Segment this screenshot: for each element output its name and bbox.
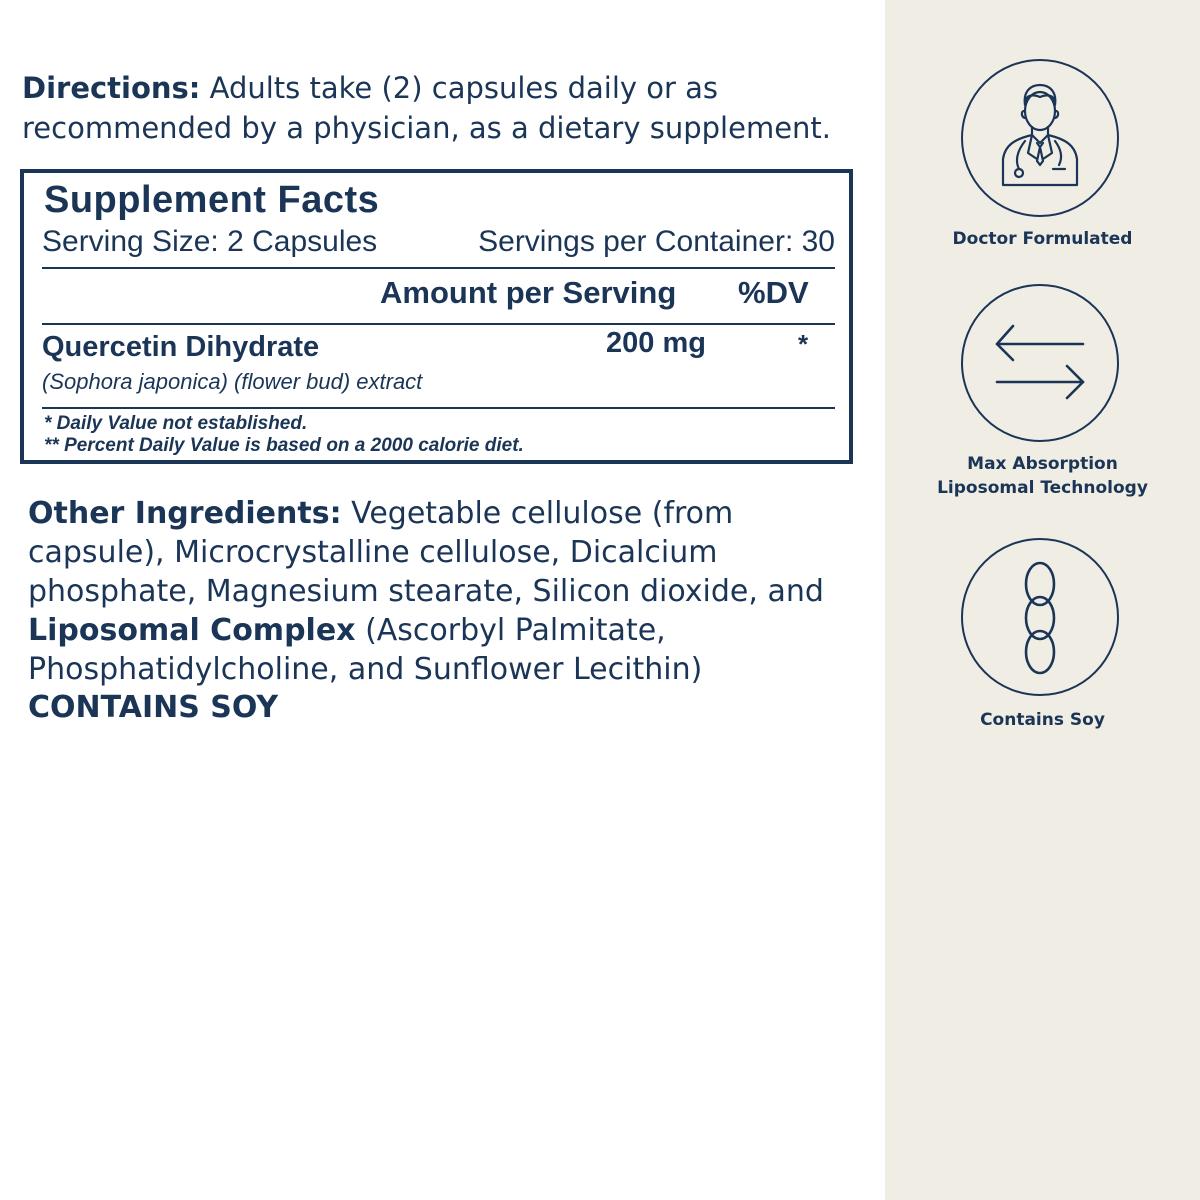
- servings-per-container: Servings per Container: 30: [478, 225, 835, 258]
- soy-pod-icon: [961, 538, 1119, 696]
- divider-rule: [42, 323, 835, 325]
- ingredient-dv: *: [798, 329, 809, 359]
- directions-text: [22, 68, 872, 148]
- other-ingredients-text: [28, 494, 878, 689]
- ingredient-source: (Sophora japonica) (flower bud) extract: [42, 369, 423, 394]
- liposomal-complex-label: Liposomal Complex: [28, 613, 356, 648]
- badge-label-line2: Liposomal Technology: [937, 478, 1148, 498]
- divider-rule: [42, 407, 835, 409]
- divider-rule: [42, 267, 835, 269]
- dv-header: %DV: [738, 275, 809, 310]
- supplement-facts-panel: [20, 169, 853, 464]
- arrows-exchange-icon: [961, 284, 1119, 442]
- badge-label: Contains Soy: [980, 710, 1105, 730]
- other-ingredients-label: Other Ingredients:: [28, 496, 342, 531]
- footnote-percent-daily-value: ** Percent Daily Value is based on a 2000 calorie diet.: [44, 435, 524, 456]
- doctor-icon: [961, 59, 1119, 217]
- directions-body: Adults take (2) capsules daily or as recommended by a physician, as a dietary supplement.: [22, 71, 831, 145]
- serving-size: Serving Size: 2 Capsules: [42, 225, 378, 258]
- ingredient-amount: 200 mg: [606, 327, 706, 359]
- directions-label: Directions:: [22, 71, 201, 105]
- supplement-facts-title: Supplement Facts: [44, 179, 380, 221]
- other-ingredients-body-2: (Ascorbyl Palmitate, Phosphatidylcholine, and Sunflower Lecithin): [28, 613, 703, 687]
- other-ingredients-body-1: Vegetable cellulose (from capsule), Microcrystalline cellulose, Dicalcium phosphate, Magnesium stearate, Silicon dioxide, and: [28, 496, 824, 609]
- badge-label: Doctor Formulated: [952, 229, 1133, 249]
- amount-per-serving-header: Amount per Serving: [380, 275, 677, 310]
- badge-label-line1: Max Absorption: [967, 454, 1118, 474]
- allergen-statement: CONTAINS SOY: [28, 690, 279, 725]
- ingredient-name: Quercetin Dihydrate: [42, 331, 320, 363]
- footnote-daily-value: * Daily Value not established.: [44, 413, 308, 434]
